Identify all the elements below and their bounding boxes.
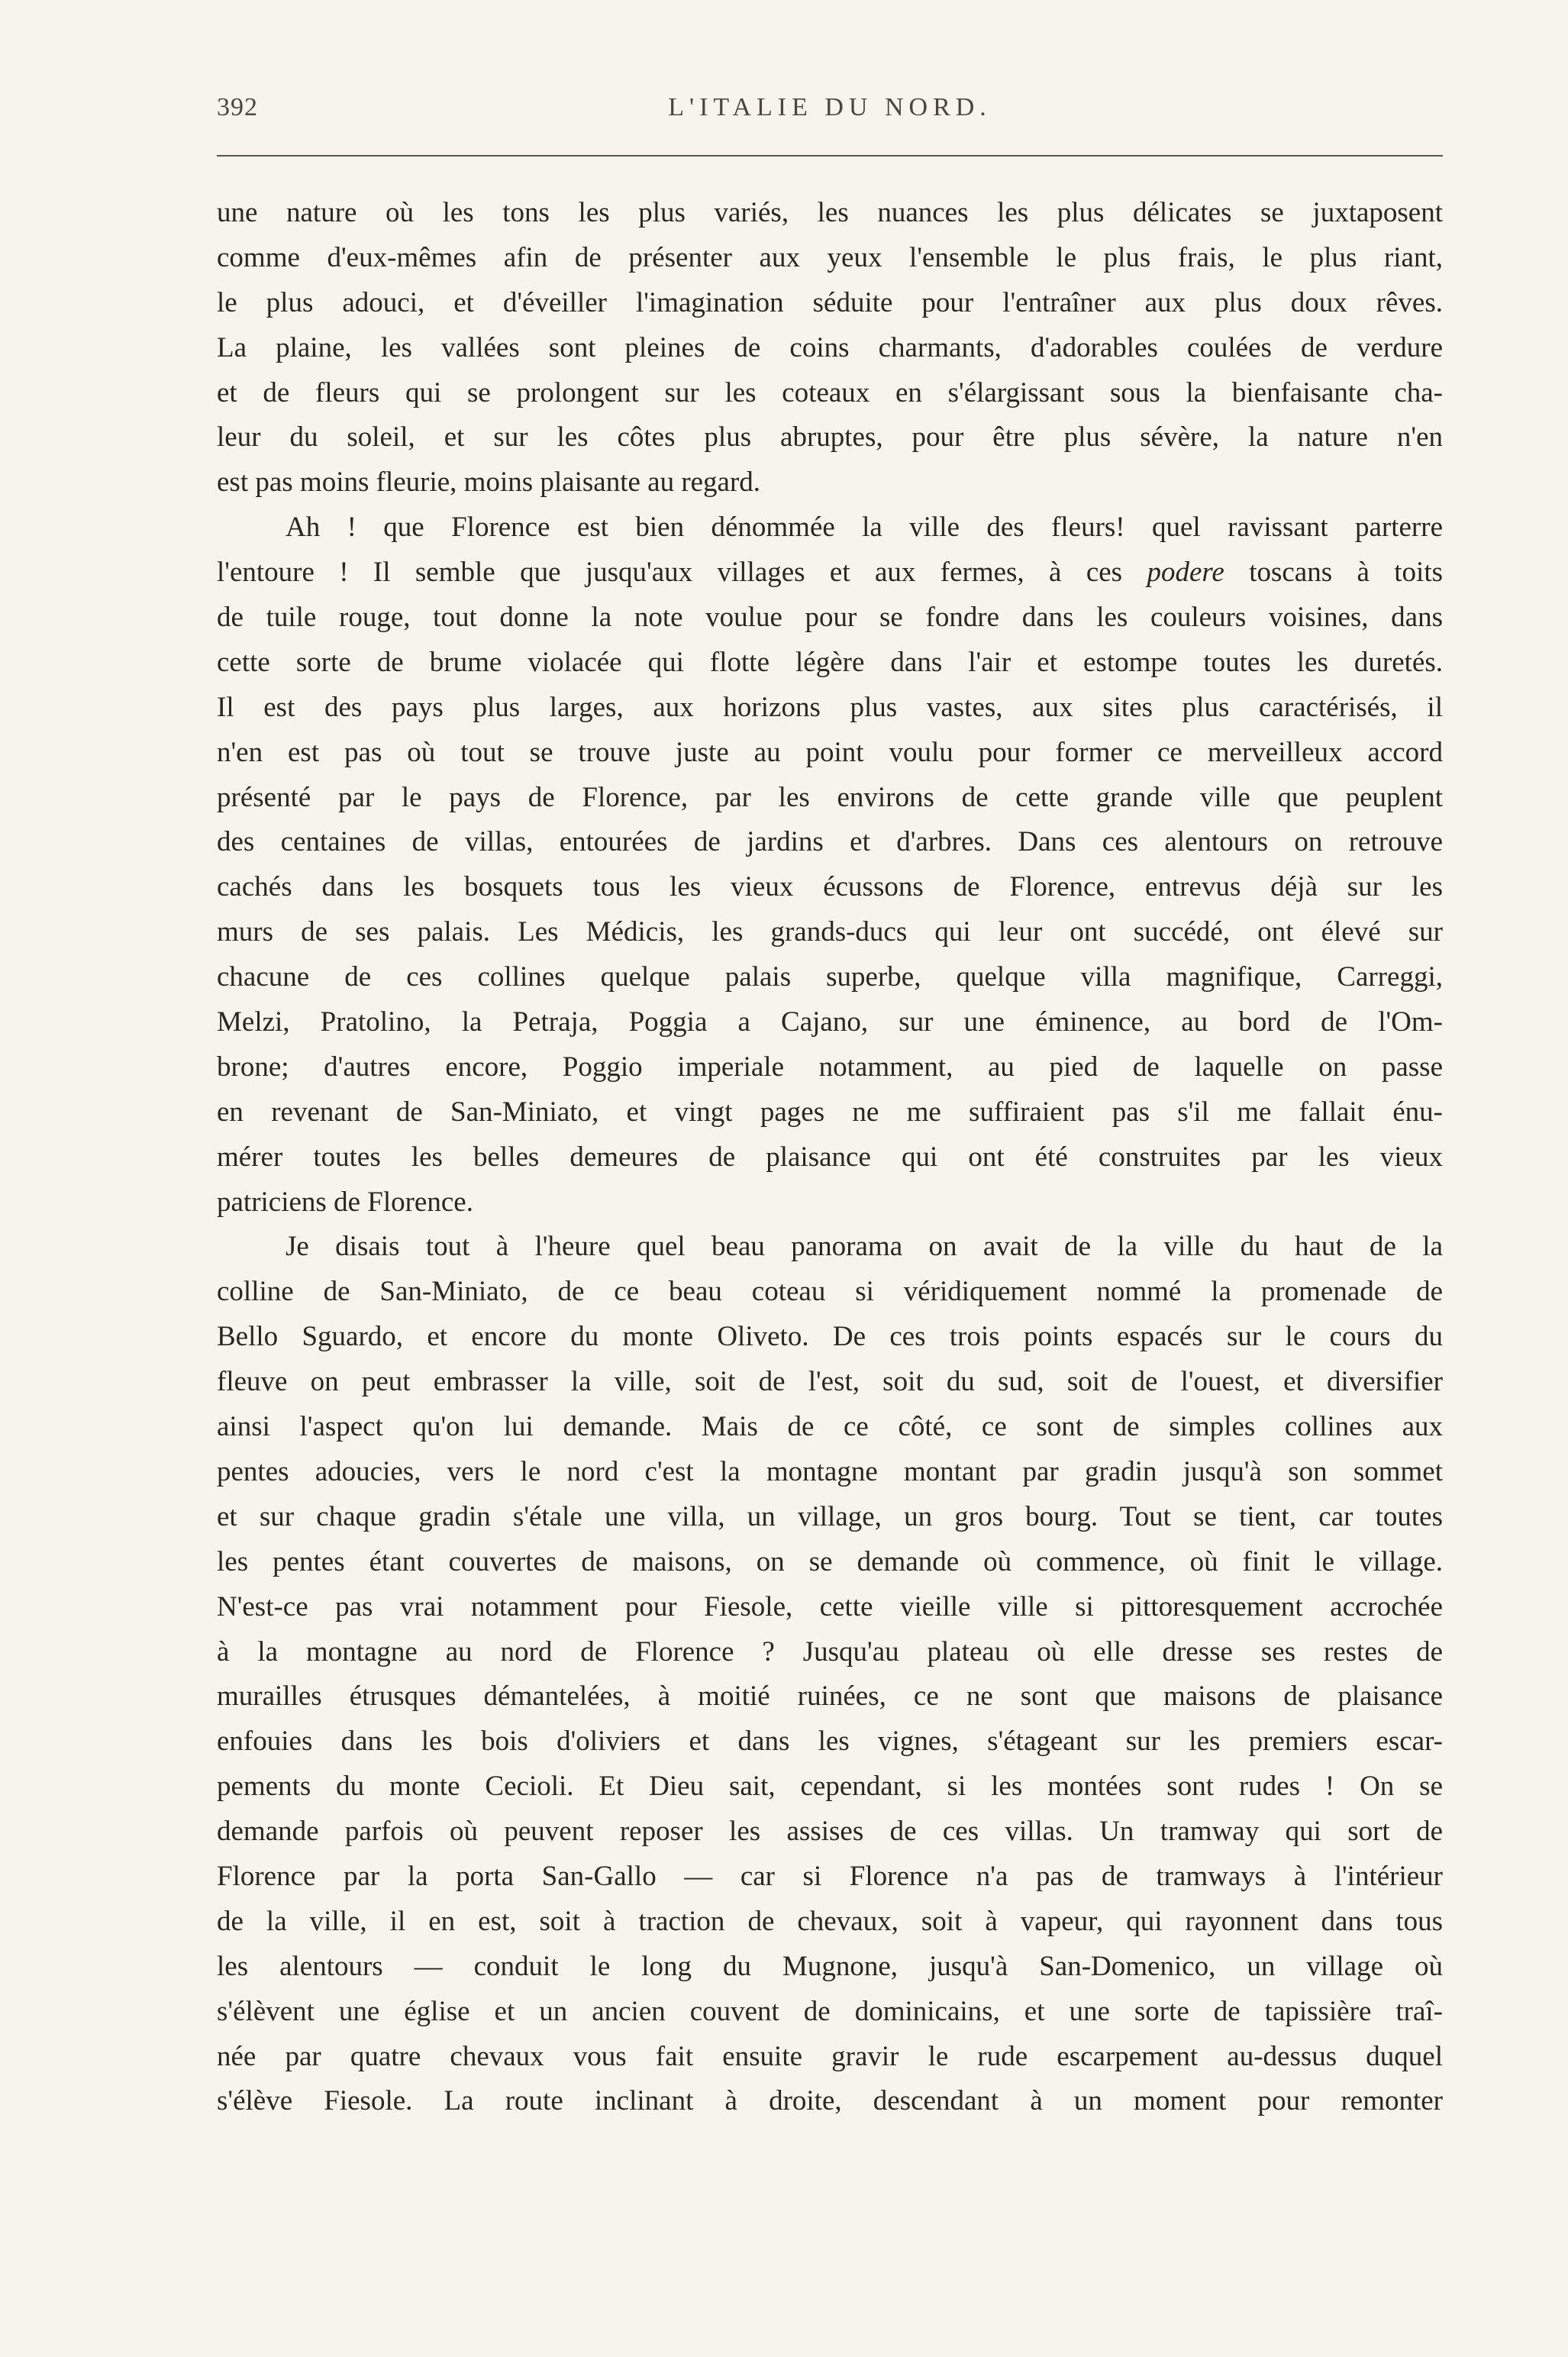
text-line: en revenant de San-Miniato, et vingt pages ne me suffiraient pas s'il me fallait énu- (217, 1096, 1443, 1128)
text-line: N'est-ce pas vrai notamment pour Fiesole, cette vieille ville si pittoresquement accrochée (217, 1590, 1443, 1622)
text-line: à la montagne au nord de Florence ? Jusqu'au plateau où elle dresse ses restes de (217, 1635, 1443, 1668)
text-line: leur du soleil, et sur les côtes plus abruptes, pour être plus sévère, la nature n'en (217, 421, 1443, 454)
text-line: mérer toutes les belles demeures de plaisance qui ont été construites par les vieux (217, 1141, 1443, 1173)
text-line: des centaines de villas, entourées de jardins et d'arbres. Dans ces alentours on retrouve (217, 826, 1443, 858)
text-line: demande parfois où peuvent reposer les assises de ces villas. Un tramway qui sort de (217, 1816, 1443, 1848)
text-line: Il est des pays plus larges, aux horizons plus vastes, aux sites plus caractérisés, il (217, 691, 1443, 723)
text-line: Ah ! que Florence est bien dénommée la ville des fleurs! quel ravissant parterre (286, 512, 1443, 544)
text-line: présenté par le pays de Florence, par les environs de cette grande ville que peuplent (217, 781, 1443, 813)
text-line: brone; d'autres encore, Poggio imperiale notamment, au pied de laquelle on passe (217, 1051, 1443, 1083)
text-line: patriciens de Florence. (217, 1186, 473, 1218)
text-line: est pas moins fleurie, moins plaisante au regard. (217, 467, 761, 499)
text-run: toscans à toits (1249, 557, 1443, 589)
text-line: enfouies dans les bois d'oliviers et dans les vignes, s'étageant sur les premiers escar- (217, 1726, 1443, 1758)
text-line: n'en est pas où tout se trouve juste au point voulu pour former ce merveilleux accord (217, 736, 1443, 768)
text-line: le plus adouci, et d'éveiller l'imagination séduite pour l'entraîner aux plus doux rêves. (217, 286, 1443, 318)
text-line: les pentes étant couvertes de maisons, on se demande où commence, où finit le village. (217, 1545, 1443, 1577)
text-line: s'élève Fiesole. La route inclinant à droite, descendant à un moment pour remonter (217, 2085, 1443, 2117)
text-line: murs de ses palais. Les Médicis, les grands-ducs qui leur ont succédé, ont élevé sur (217, 916, 1443, 948)
text-line: les alentours — conduit le long du Mugnone, jusqu'à San-Domenico, un village où (217, 1950, 1443, 1982)
italic-term: podere (1147, 557, 1224, 589)
text-line: pentes adoucies, vers le nord c'est la montagne montant par gradin jusqu'à son sommet (217, 1455, 1443, 1487)
text-line: de tuile rouge, tout donne la note voulue pour se fondre dans les couleurs voisines, dans (217, 602, 1443, 634)
text-line: cette sorte de brume violacée qui flotte légère dans l'air et estompe toutes les duretés. (217, 646, 1443, 678)
text-line: née par quatre chevaux vous fait ensuite gravir le rude escarpement au-dessus duquel (217, 2040, 1443, 2072)
text-line: murailles étrusques démantelées, à moitié ruinées, ce ne sont que maisons de plaisance (217, 1681, 1443, 1713)
text-line: Florence par la porta San-Gallo — car si Florence n'a pas de tramways à l'intérieur (217, 1860, 1443, 1892)
text-line: pements du monte Cecioli. Et Dieu sait, cependant, si les montées sont rudes ! On se (217, 1771, 1443, 1803)
text-line: ainsi l'aspect qu'on lui demande. Mais de ce côté, ce sont de simples collines aux (217, 1411, 1443, 1443)
text-run: l'entoure ! Il semble que jusqu'aux villages et aux fermes, à ces (217, 557, 1123, 589)
text-line: fleuve on peut embrasser la ville, soit de l'est, soit du sud, soit de l'ouest, et diversifier (217, 1366, 1443, 1398)
page-number: 392 (217, 93, 258, 121)
text-line: une nature où les tons les plus variés, les nuances les plus délicates se juxtaposent (217, 197, 1443, 228)
text-line: Je disais tout à l'heure quel beau panorama on avait de la ville du haut de la (286, 1231, 1443, 1263)
text-line: Melzi, Pratolino, la Petraja, Poggia a Cajano, sur une éminence, au bord de l'Om- (217, 1006, 1443, 1038)
text-line (217, 551, 1443, 596)
text-line: de la ville, il en est, soit à traction de chevaux, soit à vapeur, qui rayonnent dans tous (217, 1905, 1443, 1937)
text-line: et de fleurs qui se prolongent sur les coteaux en s'élargissant sous la bienfaisante cha- (217, 376, 1443, 408)
text-line: colline de San-Miniato, de ce beau coteau si véridiquement nommé la promenade de (217, 1276, 1443, 1308)
text-line: Bello Sguardo, et encore du monte Oliveto. De ces trois points espacés sur le cours du (217, 1321, 1443, 1353)
text-line: cachés dans les bosquets tous les vieux écussons de Florence, entrevus déjà sur les (217, 871, 1443, 903)
body-text (217, 191, 1443, 2124)
text-line: comme d'eux-mêmes afin de présenter aux yeux l'ensemble le plus frais, le plus riant, (217, 241, 1443, 273)
running-head (217, 93, 1443, 131)
running-title: L'ITALIE DU NORD. (668, 93, 992, 121)
text-line: s'élèvent une église et un ancien couvent de dominicains, et une sorte de tapissière traî- (217, 1995, 1443, 2027)
text-line: chacune de ces collines quelque palais superbe, quelque villa magnifique, Carreggi, (217, 961, 1443, 993)
header-rule (217, 155, 1443, 157)
text-line: et sur chaque gradin s'étale une villa, un village, un gros bourg. Tout se tient, car toutes (217, 1500, 1443, 1532)
text-line: La plaine, les vallées sont pleines de coins charmants, d'adorables coulées de verdure (217, 331, 1443, 363)
